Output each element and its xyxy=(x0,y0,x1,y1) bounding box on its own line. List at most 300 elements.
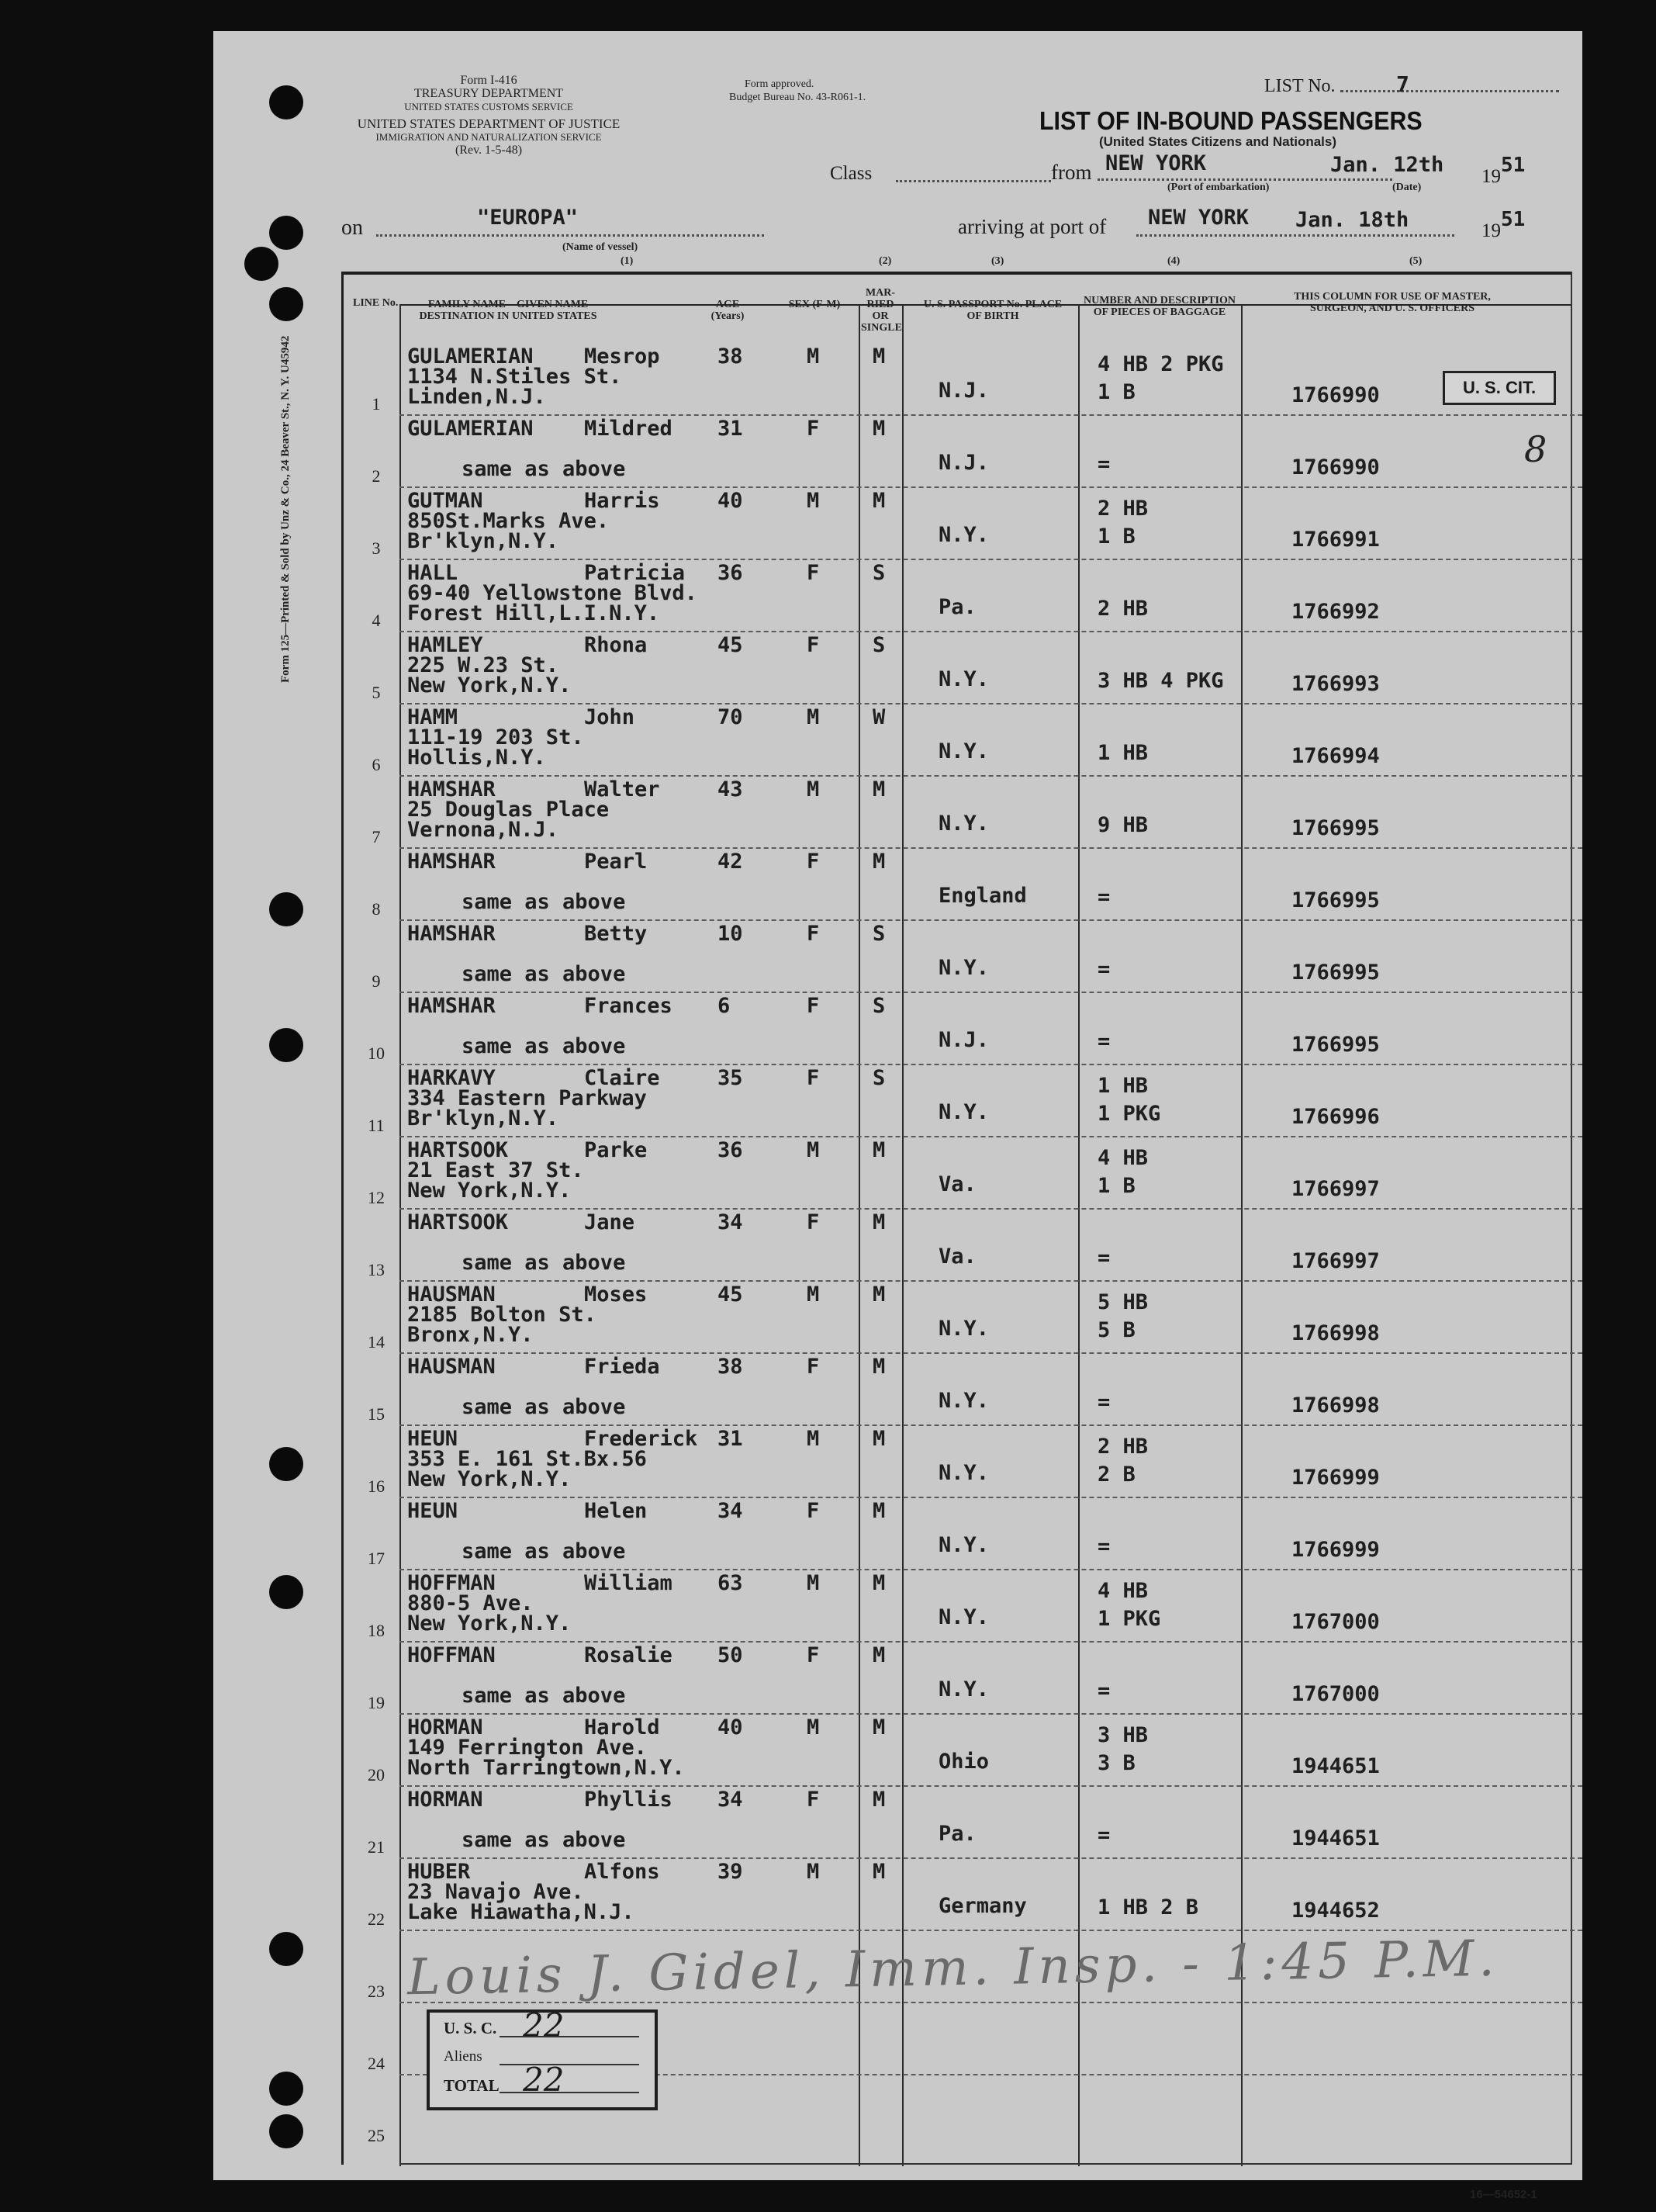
marital-status: M xyxy=(873,417,886,441)
address-line-2: same as above xyxy=(462,890,626,914)
header-passport: U. S. PASSPORT No. PLACE OF BIRTH xyxy=(923,299,1063,322)
line-number: 18 xyxy=(368,1621,385,1640)
sex: F xyxy=(807,1643,820,1667)
passport-number: 1766995 xyxy=(1291,1033,1380,1057)
line-number: 15 xyxy=(368,1404,385,1424)
place-of-birth: Pa. xyxy=(939,1822,977,1846)
binder-hole xyxy=(244,247,278,281)
place-of-birth: N.Y. xyxy=(939,1100,990,1124)
passport-number: 1766994 xyxy=(1291,744,1380,768)
baggage-line-2: = xyxy=(1098,1246,1111,1270)
year-prefix: 19 xyxy=(1481,166,1501,187)
family-name: HEUN xyxy=(407,1427,458,1451)
side-printer-note: Form 125—Printed & Sold by Unz & Co., 24 Beaver St., N. Y. U45942 xyxy=(279,335,292,683)
line-number: 1 xyxy=(372,394,381,414)
given-name: Harold xyxy=(584,1715,660,1739)
from-label: from xyxy=(1051,161,1092,184)
given-name: Walter xyxy=(584,777,660,801)
given-name: Frieda xyxy=(584,1355,660,1379)
place-of-birth: N.Y. xyxy=(939,739,990,763)
family-name: HORMAN xyxy=(407,1715,483,1739)
given-name: Mesrop xyxy=(584,344,660,369)
baggage-line-1: 2 HB xyxy=(1098,1435,1149,1459)
class-label: Class xyxy=(830,163,873,184)
sex: F xyxy=(807,633,820,657)
address-line-2: same as above xyxy=(462,962,626,986)
tally-box xyxy=(427,2006,658,2110)
given-name: Parke xyxy=(584,1138,648,1162)
marital-status: M xyxy=(873,850,886,874)
age: 10 xyxy=(717,922,743,946)
place-of-birth: N.Y. xyxy=(939,812,990,836)
binder-hole xyxy=(269,287,303,321)
passport-number: 1766995 xyxy=(1291,816,1380,840)
place-of-birth: N.J. xyxy=(939,451,990,475)
address-line-1: 1134 N.Stiles St. xyxy=(407,365,622,389)
marital-status: M xyxy=(873,777,886,801)
sex: F xyxy=(807,1210,820,1234)
sex: F xyxy=(807,561,820,585)
line-number: 19 xyxy=(368,1693,385,1712)
baggage-line-2: 1 PKG xyxy=(1098,1607,1161,1631)
address-line-2: same as above xyxy=(462,457,626,481)
line-number: 20 xyxy=(368,1765,385,1784)
family-name: HAMM xyxy=(407,705,458,729)
vessel-name: "EUROPA" xyxy=(477,206,579,230)
address-line-2: Forest Hill,L.I.N.Y. xyxy=(407,601,660,625)
address-line-1: 69-40 Yellowstone Blvd. xyxy=(407,581,697,605)
manifest-sheet xyxy=(213,31,1582,2201)
passenger-row xyxy=(213,1137,1582,1209)
family-name: HALL xyxy=(407,561,458,585)
baggage-line-2: 1 B xyxy=(1098,1174,1136,1198)
aliens-underline xyxy=(500,2064,639,2065)
arriving-label: arriving at port of xyxy=(958,215,1107,238)
family-name: GULAMERIAN xyxy=(407,344,534,369)
baggage-line-2: 3 B xyxy=(1098,1751,1136,1775)
place-of-birth: England xyxy=(939,884,1027,908)
passenger-row xyxy=(213,1714,1582,1786)
given-name: Pearl xyxy=(584,850,648,874)
total-count: 22 xyxy=(523,2061,565,2099)
sex: F xyxy=(807,1355,820,1379)
us-citizen-stamp: U. S. CIT. xyxy=(1443,371,1556,405)
header-line-no: LINE No. xyxy=(353,297,399,309)
sex: F xyxy=(807,850,820,874)
sex: F xyxy=(807,1499,820,1523)
line-number: 5 xyxy=(372,683,381,702)
baggage-line-2: = xyxy=(1098,1823,1111,1847)
embark-port: NEW YORK xyxy=(1105,151,1207,175)
line-number: 9 xyxy=(372,971,381,991)
place-of-birth: N.J. xyxy=(939,1028,990,1052)
baggage-line-1: 5 HB xyxy=(1098,1290,1149,1314)
place-of-birth: N.Y. xyxy=(939,1389,990,1413)
passenger-row xyxy=(213,487,1582,559)
total-underline xyxy=(500,2092,639,2093)
arrival-line xyxy=(1136,234,1454,237)
age: 42 xyxy=(717,850,743,874)
family-name: HAMLEY xyxy=(407,633,483,657)
address-line-2: Bronx,N.Y. xyxy=(407,1323,534,1347)
family-name: HAUSMAN xyxy=(407,1355,496,1379)
line-number: 23 xyxy=(368,1982,385,2001)
age: 70 xyxy=(717,705,743,729)
passport-number: 1766997 xyxy=(1291,1249,1380,1273)
year-suffix: 51 xyxy=(1501,154,1526,177)
sex: M xyxy=(807,1427,820,1451)
treasury-dept: TREASURY DEPARTMENT xyxy=(413,87,564,100)
col-num-2: (2) xyxy=(879,255,892,267)
family-name: HAMSHAR xyxy=(407,994,496,1018)
place-of-birth: Va. xyxy=(939,1172,977,1196)
arrival-port: NEW YORK xyxy=(1148,206,1250,230)
marital-status: M xyxy=(873,1355,886,1379)
line-number: 11 xyxy=(368,1116,385,1135)
marital-status: M xyxy=(873,489,886,513)
sex: M xyxy=(807,1283,820,1307)
address-line-2: New York,N.Y. xyxy=(407,673,572,698)
given-name: Patricia xyxy=(584,561,686,585)
marital-status: S xyxy=(873,994,886,1018)
baggage-line-2: 1 B xyxy=(1098,524,1136,549)
passenger-row xyxy=(213,1858,1582,1930)
header-officers: THIS COLUMN FOR USE OF MASTER, SURGEON, AND U. S. OFFICERS xyxy=(1294,291,1491,314)
sex: F xyxy=(807,417,820,441)
passenger-row xyxy=(213,920,1582,992)
place-of-birth: N.Y. xyxy=(939,956,990,980)
usc-count: 22 xyxy=(523,2006,565,2044)
line-number: 21 xyxy=(368,1837,385,1857)
class-line xyxy=(896,180,1051,182)
address-line-1: 225 W.23 St. xyxy=(407,653,559,677)
passenger-row xyxy=(213,1353,1582,1425)
given-name: William xyxy=(584,1571,672,1595)
baggage-line-2: = xyxy=(1098,452,1111,476)
baggage-line-2: = xyxy=(1098,1679,1111,1703)
address-line-1: 111-19 203 St. xyxy=(407,725,584,749)
marital-status: M xyxy=(873,1210,886,1234)
given-name: Frederick xyxy=(584,1427,698,1451)
sex: M xyxy=(807,344,820,369)
revision: (Rev. 1-5-48) xyxy=(455,144,523,157)
baggage-line-1: 3 HB xyxy=(1098,1723,1149,1747)
line-number: 7 xyxy=(372,827,381,846)
passport-number: 1766996 xyxy=(1291,1105,1380,1129)
family-name: HARTSOOK xyxy=(407,1210,509,1234)
passenger-row xyxy=(213,1642,1582,1714)
year-suffix: 51 xyxy=(1501,208,1526,231)
form-header-block xyxy=(341,74,636,157)
line-number: 2 xyxy=(372,466,381,486)
header-married: MAR- RIED OR SINGLE xyxy=(861,287,902,334)
address-line-1: 2185 Bolton St. xyxy=(407,1303,596,1327)
aliens-label: Aliens xyxy=(444,2048,482,2065)
age: 50 xyxy=(717,1643,743,1667)
age: 34 xyxy=(717,1499,743,1523)
passport-number: 1944651 xyxy=(1291,1754,1380,1778)
ins-service: IMMIGRATION AND NATURALIZATION SERVICE xyxy=(375,131,602,143)
baggage-line-2: 5 B xyxy=(1098,1318,1136,1342)
address-line-1: 25 Douglas Place xyxy=(407,798,610,822)
passenger-row xyxy=(213,1209,1582,1281)
family-name: HAUSMAN xyxy=(407,1283,496,1307)
age: 6 xyxy=(717,994,731,1018)
baggage-line-1: 4 HB xyxy=(1098,1146,1149,1170)
passenger-row xyxy=(213,1281,1582,1353)
passenger-row xyxy=(213,343,1582,415)
address-line-2: Br'klyn,N.Y. xyxy=(407,529,559,553)
sex: M xyxy=(807,1860,820,1884)
address-line-2: New York,N.Y. xyxy=(407,1179,572,1203)
passport-number: 1766990 xyxy=(1291,383,1380,407)
given-name: Phyllis xyxy=(584,1788,672,1812)
table-bottom-rule xyxy=(399,2163,1571,2165)
table-row xyxy=(213,2003,1582,2075)
approval-block xyxy=(729,78,866,104)
marital-status: M xyxy=(873,344,886,369)
place-of-birth: N.Y. xyxy=(939,1317,990,1341)
place-of-birth: N.Y. xyxy=(939,1605,990,1629)
line-number: 10 xyxy=(368,1044,385,1063)
family-name: HUBER xyxy=(407,1860,471,1884)
given-name: Frances xyxy=(584,994,672,1018)
marital-status: S xyxy=(873,922,886,946)
marital-status: S xyxy=(873,561,886,585)
age: 39 xyxy=(717,1860,743,1884)
marital-status: M xyxy=(873,1283,886,1307)
address-line-2: same as above xyxy=(462,1684,626,1708)
stamp-handwritten-number: 8 xyxy=(1524,428,1547,470)
baggage-line-1: 4 HB 2 PKG xyxy=(1098,352,1224,376)
sex: F xyxy=(807,1066,820,1090)
passenger-row xyxy=(213,559,1582,632)
line-number: 8 xyxy=(372,899,381,919)
line-number: 16 xyxy=(368,1476,385,1496)
age: 40 xyxy=(717,1715,743,1739)
address-line-2: Lake Hiawatha,N.J. xyxy=(407,1900,634,1924)
line-number: 22 xyxy=(368,1909,385,1929)
passenger-row xyxy=(213,848,1582,920)
baggage-line-1: 2 HB xyxy=(1098,497,1149,521)
age: 45 xyxy=(717,633,743,657)
address-line-2: same as above xyxy=(462,1395,626,1419)
place-of-birth: Va. xyxy=(939,1244,977,1269)
age: 38 xyxy=(717,1355,743,1379)
line-number: 13 xyxy=(368,1260,385,1279)
family-name: GUTMAN xyxy=(407,489,483,513)
passport-number: 1766998 xyxy=(1291,1321,1380,1345)
address-line-1: 850St.Marks Ave. xyxy=(407,509,610,533)
passport-number: 1766992 xyxy=(1291,600,1380,624)
baggage-line-2: 3 HB 4 PKG xyxy=(1098,669,1224,693)
given-name: Alfons xyxy=(584,1860,660,1884)
marital-status: M xyxy=(873,1427,886,1451)
given-name: Helen xyxy=(584,1499,648,1523)
address-line-1: 353 E. 161 St.Bx.56 xyxy=(407,1447,647,1471)
address-line-2: North Tarringtown,N.Y. xyxy=(407,1756,685,1780)
address-line-2: Vernona,N.J. xyxy=(407,818,559,842)
vessel-line xyxy=(376,234,764,237)
baggage-line-2: = xyxy=(1098,1390,1111,1414)
passenger-row xyxy=(213,776,1582,848)
col-num-5: (5) xyxy=(1409,255,1423,267)
list-no-label: LIST No. xyxy=(1264,76,1336,96)
given-name: Harris xyxy=(584,489,660,513)
passport-number: 1766990 xyxy=(1291,455,1380,479)
line-number: 25 xyxy=(368,2126,385,2145)
binder-hole xyxy=(269,85,303,119)
total-label: TOTAL xyxy=(444,2076,500,2095)
passenger-row xyxy=(213,632,1582,704)
passenger-row xyxy=(213,1570,1582,1642)
age: 63 xyxy=(717,1571,743,1595)
col-num-1: (1) xyxy=(621,255,634,267)
form-subtitle: (United States Citizens and Nationals) xyxy=(1098,134,1337,149)
passport-number: 1766999 xyxy=(1291,1466,1380,1490)
footer-code: 16—54652-1 xyxy=(1470,2188,1537,2201)
marital-status: M xyxy=(873,1571,886,1595)
passenger-row xyxy=(213,704,1582,776)
passenger-row xyxy=(213,415,1582,487)
passport-number: 1766993 xyxy=(1291,672,1380,696)
line-number: 12 xyxy=(368,1188,385,1207)
form-number: Form I-416 xyxy=(460,74,517,87)
depart-date: Jan. 12th xyxy=(1330,153,1444,177)
address-line-2: same as above xyxy=(462,1539,626,1563)
place-of-birth: N.J. xyxy=(939,379,990,403)
place-of-birth: N.Y. xyxy=(939,1677,990,1701)
passport-number: 1766998 xyxy=(1291,1393,1380,1418)
place-of-birth: N.Y. xyxy=(939,1533,990,1557)
list-no-line xyxy=(1340,90,1559,92)
sex: M xyxy=(807,1715,820,1739)
baggage-line-2: 2 HB xyxy=(1098,597,1149,621)
address-line-2: New York,N.Y. xyxy=(407,1611,572,1636)
family-name: HOFFMAN xyxy=(407,1571,496,1595)
passport-number: 1944651 xyxy=(1291,1826,1380,1850)
embark-caption: (Port of embarkation) xyxy=(1167,182,1270,193)
col-num-3: (3) xyxy=(991,255,1004,267)
age: 34 xyxy=(717,1210,743,1234)
address-line-1: 334 Eastern Parkway xyxy=(407,1086,647,1110)
marital-status: M xyxy=(873,1860,886,1884)
budget-bureau: Budget Bureau No. 43-R061-1. xyxy=(729,92,866,103)
list-no-value: 7 xyxy=(1396,71,1409,97)
passport-number: 1766995 xyxy=(1291,961,1380,985)
age: 40 xyxy=(717,489,743,513)
address-line-2: Linden,N.J. xyxy=(407,385,546,409)
baggage-line-2: = xyxy=(1098,885,1111,909)
baggage-line-1: 4 HB xyxy=(1098,1579,1149,1603)
family-name: HEUN xyxy=(407,1499,458,1523)
baggage-line-2: 1 PKG xyxy=(1098,1102,1161,1126)
given-name: Mildred xyxy=(584,417,672,441)
header-name: FAMILY NAME—GIVEN NAME DESTINATION IN UNITED STATES xyxy=(419,299,597,322)
passport-number: 1767000 xyxy=(1291,1682,1380,1706)
justice-dept: UNITED STATES DEPARTMENT OF JUSTICE xyxy=(357,116,621,131)
sex: M xyxy=(807,1571,820,1595)
place-of-birth: N.Y. xyxy=(939,523,990,547)
address-line-2: Br'klyn,N.Y. xyxy=(407,1106,559,1130)
family-name: HORMAN xyxy=(407,1788,483,1812)
marital-status: S xyxy=(873,633,886,657)
given-name: Claire xyxy=(584,1066,660,1090)
arrival-date: Jan. 18th xyxy=(1295,208,1409,232)
marital-status: S xyxy=(873,1066,886,1090)
age: 38 xyxy=(717,344,743,369)
given-name: Rosalie xyxy=(584,1643,672,1667)
customs-service: UNITED STATES CUSTOMS SERVICE xyxy=(404,101,573,113)
baggage-line-2: = xyxy=(1098,1030,1111,1054)
inspector-signature: Louis J. Gidel, Imm. Insp. - 1:45 P.M. xyxy=(406,1930,1500,2007)
baggage-line-2: 9 HB xyxy=(1098,813,1149,837)
marital-status: M xyxy=(873,1138,886,1162)
baggage-line-2: 1 HB xyxy=(1098,741,1149,765)
address-line-2: same as above xyxy=(462,1828,626,1852)
sex: M xyxy=(807,1138,820,1162)
passenger-row xyxy=(213,1064,1582,1137)
table-top-rule xyxy=(341,272,1571,275)
date-caption: (Date) xyxy=(1392,182,1422,193)
family-name: HARTSOOK xyxy=(407,1138,509,1162)
address-line-1: 880-5 Ave. xyxy=(407,1591,534,1615)
passenger-row xyxy=(213,1497,1582,1570)
family-name: HAMSHAR xyxy=(407,850,496,874)
given-name: Rhona xyxy=(584,633,648,657)
given-name: Betty xyxy=(584,922,648,946)
baggage-line-2: 2 B xyxy=(1098,1463,1136,1487)
passenger-row xyxy=(213,992,1582,1064)
baggage-line-2: 1 B xyxy=(1098,380,1136,404)
form-approved: Form approved. xyxy=(745,78,814,90)
form-title: LIST OF IN-BOUND PASSENGERS xyxy=(1039,106,1423,135)
address-line-1: 23 Navajo Ave. xyxy=(407,1880,584,1904)
baggage-line-2: = xyxy=(1098,957,1111,981)
vessel-caption: (Name of vessel) xyxy=(562,241,638,253)
place-of-birth: N.Y. xyxy=(939,1461,990,1485)
marital-status: M xyxy=(873,1499,886,1523)
table-row xyxy=(213,2075,1582,2147)
passport-number: 1766991 xyxy=(1291,528,1380,552)
line-number: 6 xyxy=(372,755,381,774)
depart-year xyxy=(1481,154,1526,188)
line-number: 4 xyxy=(372,611,381,630)
baggage-line-1: 1 HB xyxy=(1098,1074,1149,1098)
header-age: AGE (Years) xyxy=(710,299,745,322)
place-of-birth: Pa. xyxy=(939,595,977,619)
line-number: 17 xyxy=(368,1549,385,1568)
passport-number: 1766997 xyxy=(1291,1177,1380,1201)
address-line-2: Hollis,N.Y. xyxy=(407,746,546,770)
marital-status: M xyxy=(873,1715,886,1739)
given-name: Moses xyxy=(584,1283,648,1307)
usc-underline xyxy=(500,2036,639,2037)
place-of-birth: N.Y. xyxy=(939,667,990,691)
age: 35 xyxy=(717,1066,743,1090)
on-label: on xyxy=(341,216,363,240)
arrival-year xyxy=(1481,208,1526,242)
sex: M xyxy=(807,777,820,801)
line-number: 3 xyxy=(372,538,381,558)
passenger-row xyxy=(213,1425,1582,1497)
given-name: John xyxy=(584,705,635,729)
age: 36 xyxy=(717,561,743,585)
sex: F xyxy=(807,994,820,1018)
age: 34 xyxy=(717,1788,743,1812)
header-sex: SEX (F-M) xyxy=(788,299,841,310)
family-name: HARKAVY xyxy=(407,1066,496,1090)
